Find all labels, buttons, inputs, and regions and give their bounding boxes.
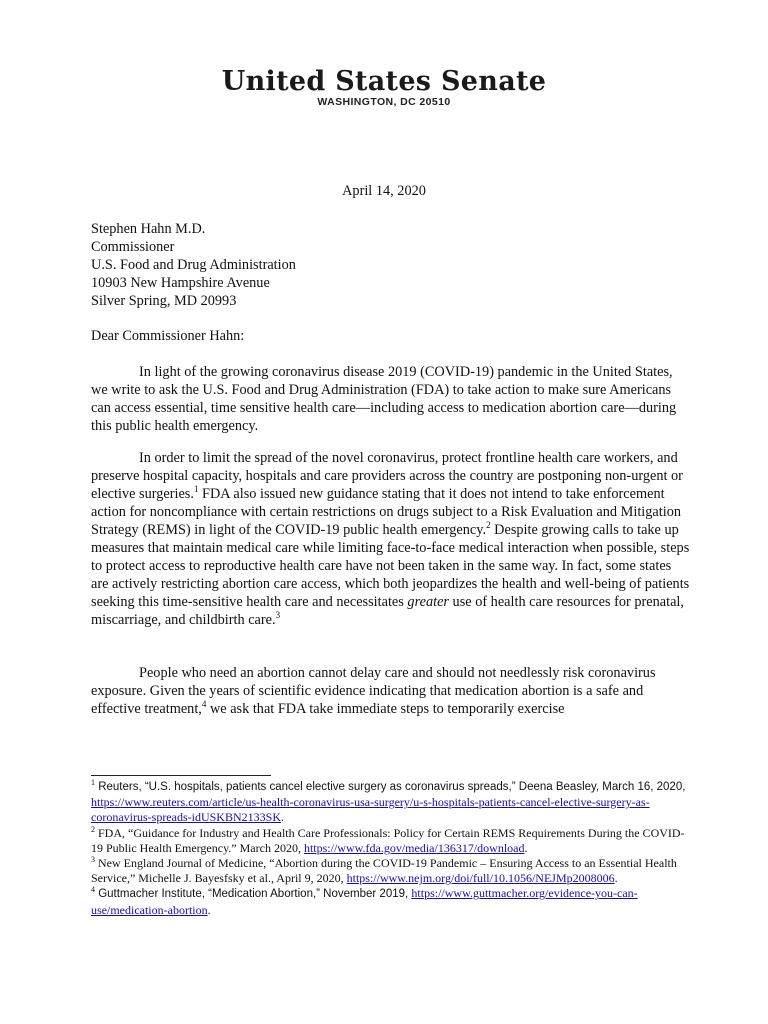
letter-date: April 14, 2020 [342, 183, 426, 199]
senate-address: WASHINGTON, DC 20510 [317, 96, 451, 108]
footnote-ref[interactable]: 1 [193, 484, 199, 495]
footnote-number: 2 [91, 824, 95, 834]
recipient-line: U.S. Food and Drug Administration [91, 257, 296, 273]
footnote [91, 886, 691, 917]
footnote-number: 1 [91, 778, 95, 787]
footnote-number: 3 [91, 855, 95, 865]
salutation: Dear Commissioner Hahn: [91, 328, 245, 344]
senate-title: United States Senate [221, 66, 547, 97]
footnote-link[interactable]: https://www.nejm.org/doi/full/10.1056/NEJMp2008006 [346, 871, 615, 886]
footnote-text: FDA, “Guidance for Industry and Health Care Professionals: Policy for Certain REMS Requirements During the COVID-19 Public Health Emergency.” March 2020, [91, 825, 685, 855]
footnote-tail: . [524, 840, 528, 855]
footnote [91, 826, 691, 856]
paragraph-2-text: Despite growing calls to take up measures that maintain medical care while limiting face-to-face medical interaction when possible, steps to protect access to reproductive health care have not been taken in the same way. In fact, some states are actively restricting abortion care access, which both jeopardizes the health and well-being of patients seeking this time-sensitive health care and necessitates [91, 522, 690, 610]
footnote-divider [91, 775, 271, 776]
footnote [91, 779, 691, 826]
footnote-ref[interactable]: 4 [201, 699, 207, 710]
paragraph-2-text: FDA also issued new guidance stating that it does not intend to take enforcement action for noncompliance with certain restrictions on drugs subject to a Risk Evaluation and Mitigation Strategy (REMS) in light of the COVID-19 public health emergency. [91, 486, 682, 538]
paragraph-1: In light of the growing coronavirus disease 2019 (COVID-19) pandemic in the United States, we write to ask the U.S. Food and Drug Administration (FDA) to take action to make sure Americans can access essential, time sensitive health care—including access to medication abortion care—during this public health emergency. [91, 364, 677, 434]
recipient-line: 10903 New Hampshire Avenue [91, 275, 270, 291]
footnote-tail: . [280, 810, 284, 825]
paragraph-3-text: People who need an abortion cannot delay care and should not needlessly risk coronavirus exposure. Given the years of scientific evidence indicating that medication abortion is a safe and effective treatment, [91, 665, 656, 717]
footnote-text: Reuters, “U.S. hospitals, patients cancel elective surgery as coronavirus spreads,” Deena Beasley, March 16, 2020, [95, 781, 686, 793]
footnote-link[interactable]: https://www.fda.gov/media/136317/download [303, 840, 525, 855]
footnote-ref[interactable]: 3 [275, 610, 281, 621]
footnotes [91, 779, 691, 918]
paragraph-3-text: we ask that FDA take immediate steps to temporarily exercise [206, 701, 565, 717]
footnote [91, 856, 691, 886]
paragraph-2-text: In order to limit the spread of the novel coronavirus, protect frontline health care workers, and preserve hospital capacity, hospitals and care providers across the country are postponing non-urgent or elective surgeries. [91, 450, 683, 502]
footnote-link[interactable]: https://www.guttmacher.org/evidence-you-can-use/medication-abortion [91, 886, 638, 917]
recipient-line: Stephen Hahn M.D. [91, 221, 206, 237]
paragraph-2-text: use of health care resources for prenatal, miscarriage, and childbirth care. [91, 594, 684, 628]
footnote-text: Guttmacher Institute, “Medication Abortion,” November 2019, [95, 888, 412, 901]
footnote-link[interactable]: https://www.reuters.com/article/us-health-coronavirus-usa-surgery/u-s-hospitals-patients-cancel-elective-surgery-as-coronavirus-spreads-idUSKBN2133SK [91, 795, 650, 825]
paragraph-2 [91, 449, 691, 629]
letterhead [0, 66, 768, 108]
footnote-text: New England Journal of Medicine, “Abortion during the COVID-19 Pandemic – Ensuring Access to an Essential Health Service,” Michelle J. Bayesfsky et al., April 9, 2020, [91, 856, 677, 886]
paragraph-3 [91, 664, 691, 718]
footnote-number: 4 [91, 885, 95, 895]
recipient-line: Silver Spring, MD 20993 [91, 293, 237, 309]
footnote-ref[interactable]: 2 [486, 520, 491, 531]
recipient-line: Commissioner [91, 239, 175, 255]
recipient-address [91, 220, 691, 310]
footnote-tail: . [614, 871, 618, 886]
footnote-tail: . [207, 902, 211, 917]
emphasis-text: greater [407, 594, 449, 610]
